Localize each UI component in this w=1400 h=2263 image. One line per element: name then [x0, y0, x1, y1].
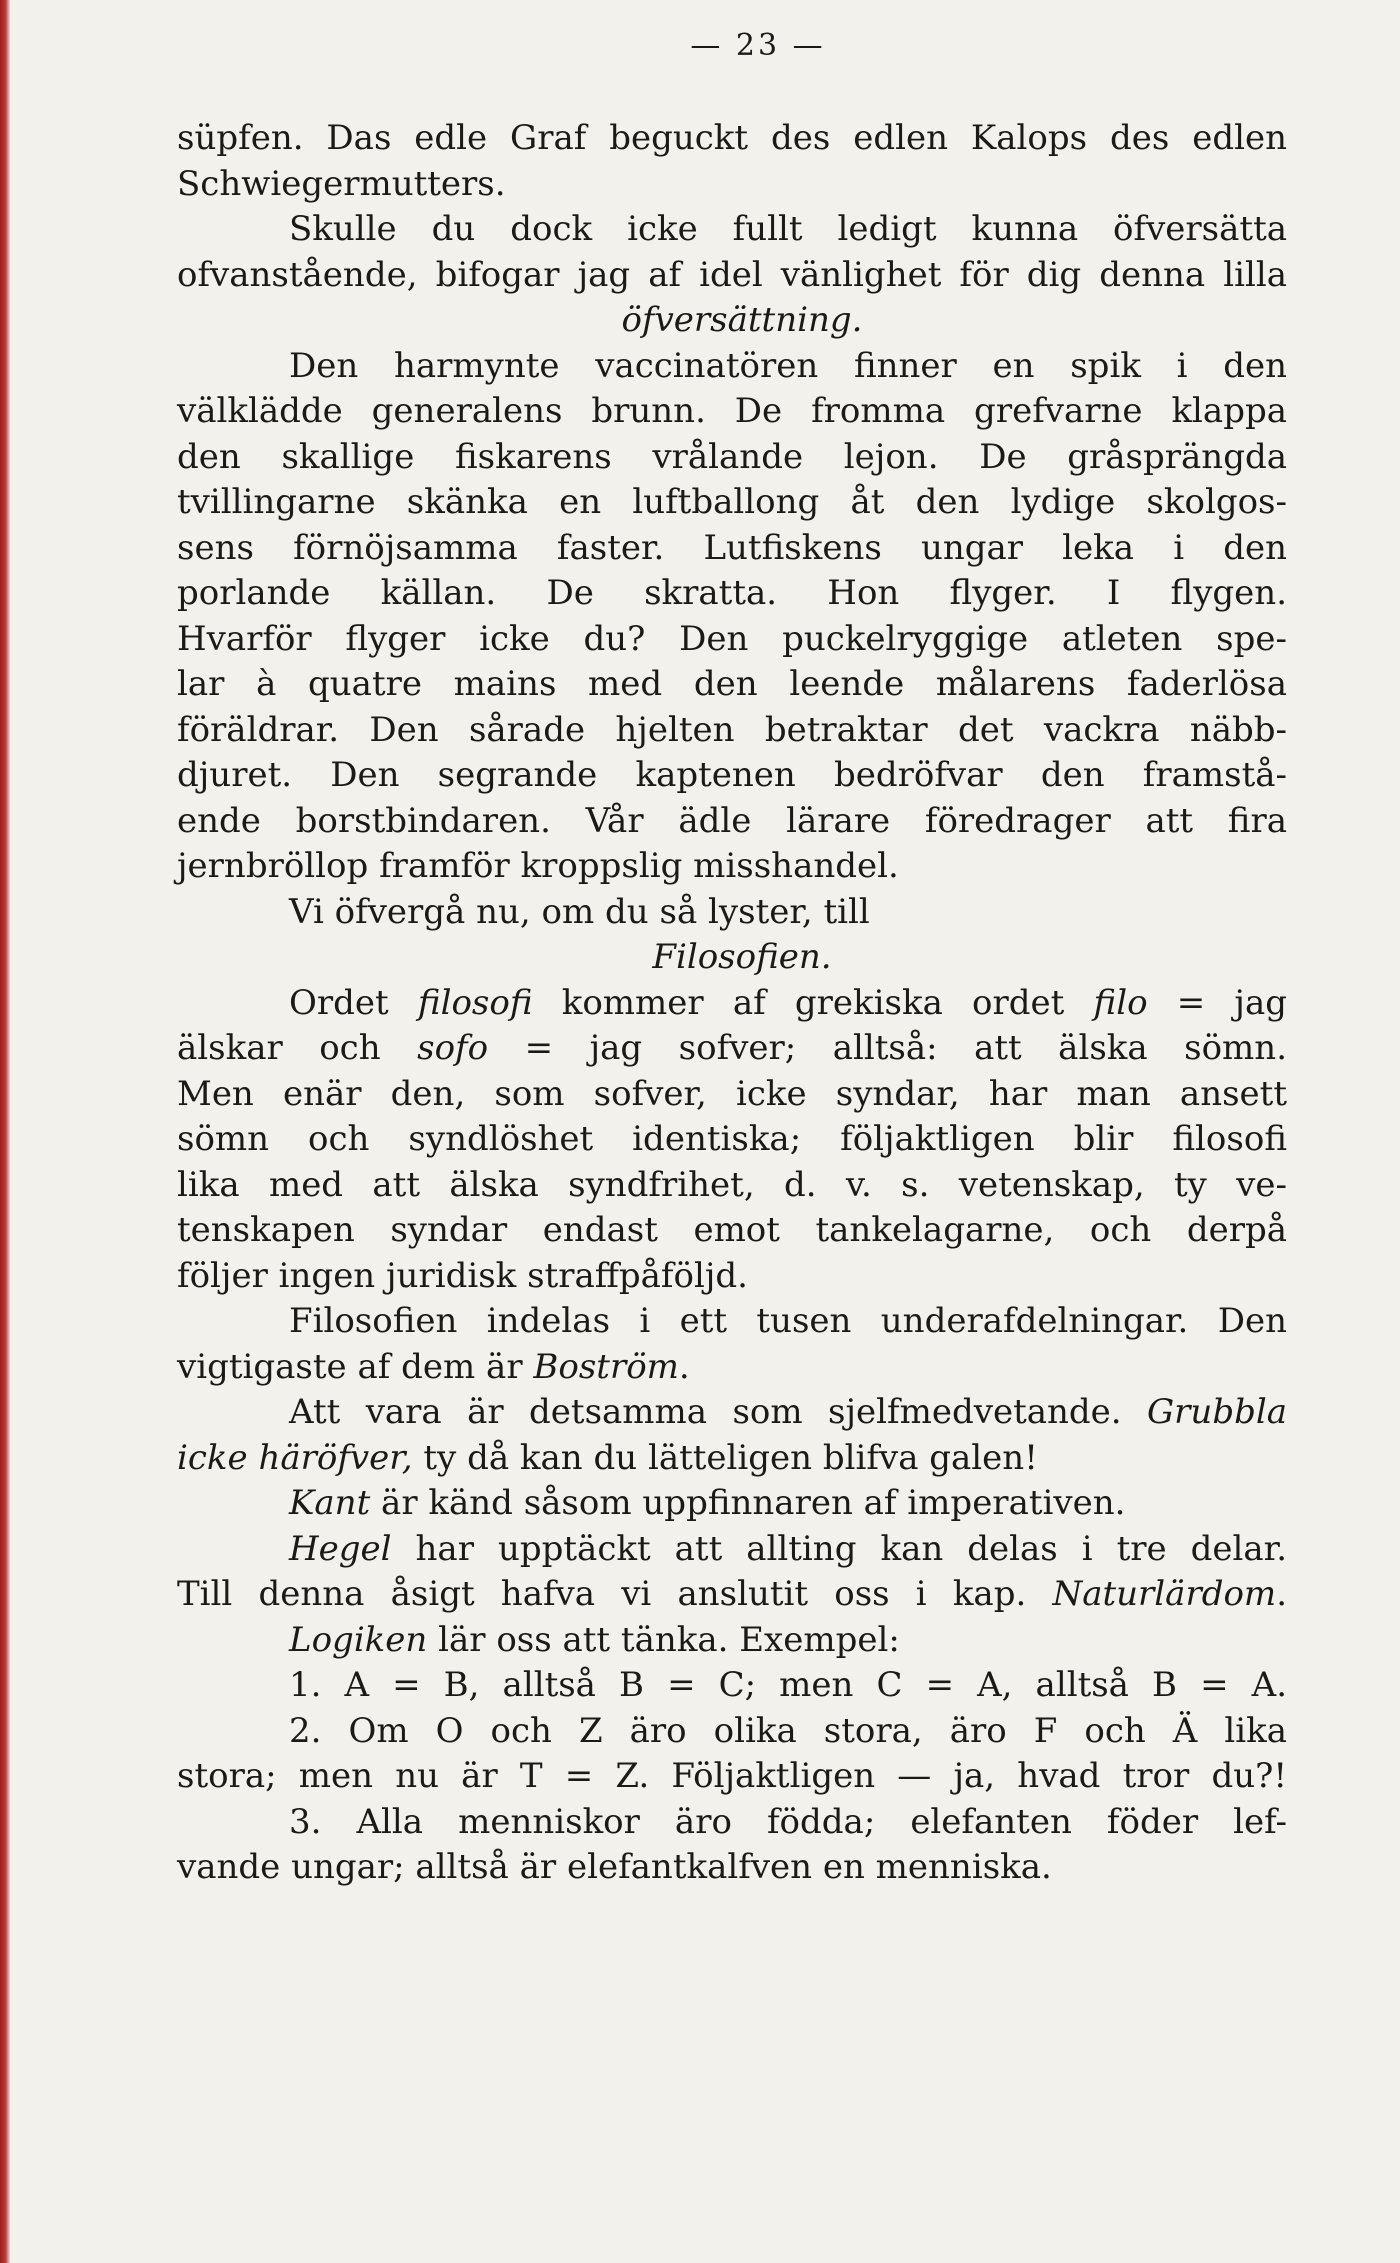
text-line: icke häröfver, ty då kan du lätteligen blifva galen! [177, 1437, 1038, 1478]
text-line: lika med att älska syndfrihet, d. v. s. vetenskap, ty ve- [177, 1164, 1287, 1205]
list-item-3: 3. Alla menniskor äro födda; elefanten föder lef- [289, 1801, 1287, 1842]
page-number: — 23 — [690, 28, 826, 63]
text-line: den skallige fiskarens vrålande lejon. De gråsprängda [177, 436, 1287, 477]
page-binding-edge [0, 0, 10, 2263]
text-line: älskar och sofo = jag sofver; alltså: att älska sömn. [177, 1028, 1288, 1068]
body-text [177, 116, 1287, 1891]
text-line: Hegel har upptäckt att allting kan delas i tre delar. [289, 1528, 1287, 1569]
text-line: Vi öfvergå nu, om du så lyster, till [289, 891, 870, 932]
text-line: tvillingarne skänka en luftballong åt den lydige skolgos- [177, 482, 1287, 522]
text-line: süpfen. Das edle Graf beguckt des edlen Kalops des edlen [177, 118, 1287, 158]
text-line: Logiken lär oss att tänka. Exempel: [289, 1619, 900, 1660]
text-line: vigtigaste af dem är Boström. [177, 1346, 690, 1387]
text-line: stora; men nu är T = Z. Följaktligen — ja, hvad tror du?! [177, 1756, 1287, 1796]
text-line: Men enär den, som sofver, icke syndar, har man ansett [177, 1073, 1287, 1114]
text-line: Ordet filosofi kommer af grekiska ordet filo = jag [289, 982, 1288, 1023]
text-line: porlande källan. De skratta. Hon flyger. I flygen. [177, 573, 1287, 613]
text-line: välklädde generalens brunn. De fromma grefvarne klappa [177, 391, 1287, 431]
list-item-1: 1. A = B, alltså B = C; men C = A, alltså B = A. [289, 1665, 1287, 1705]
text-line: Filosofien indelas i ett tusen underafdelningar. Den [289, 1301, 1287, 1341]
text-line: lar à quatre mains med den leende målarens faderlösa [177, 664, 1287, 704]
text-line: vande ungar; alltså är elefantkalfven en menniska. [177, 1847, 1052, 1887]
text-line: tenskapen syndar endast emot tankelagarne, och derpå [177, 1210, 1287, 1250]
text-line: Den harmynte vaccinatören finner en spik i den [289, 345, 1287, 386]
list-item-2: 2. Om O och Z äro olika stora, äro F och Ä lika [289, 1710, 1287, 1751]
text-line: sömn och syndlöshet identiska; följaktligen blir filosofi [177, 1119, 1287, 1159]
text-line: Att vara är detsamma som sjelfmedvetande. Grubbla [289, 1392, 1287, 1432]
text-line: föräldrar. Den sårade hjelten betraktar det vackra näbb- [177, 709, 1287, 750]
text-line: Kant är känd såsom uppfinnaren af imperativen. [289, 1483, 1126, 1523]
section-heading-ofversattning: öfversättning. [621, 300, 863, 340]
text-line: sens förnöjsamma faster. Lutfiskens ungar leka i den [177, 527, 1287, 568]
text-line: Skulle du dock icke fullt ledigt kunna öfversätta [289, 209, 1287, 249]
text-line: djuret. Den segrande kaptenen bedröfvar den framstå- [177, 755, 1287, 795]
section-heading-filosofien: Filosofien. [652, 937, 832, 977]
text-line: Hvarför flyger icke du? Den puckelryggige atleten spe- [177, 618, 1287, 659]
text-line: Till denna åsigt hafva vi anslutit oss i kap. Naturlärdom. [177, 1574, 1287, 1614]
text-line: jernbröllop framför kroppslig misshandel. [177, 846, 899, 886]
text-line: följer ingen juridisk straffpåföljd. [177, 1255, 748, 1296]
text-line: ofvanstående, bifogar jag af idel vänlighet för dig denna lilla [177, 254, 1287, 295]
text-line: ende borstbindaren. Vår ädle lärare föredrager att fira [177, 800, 1287, 841]
text-line: Schwiegermutters. [177, 163, 506, 204]
